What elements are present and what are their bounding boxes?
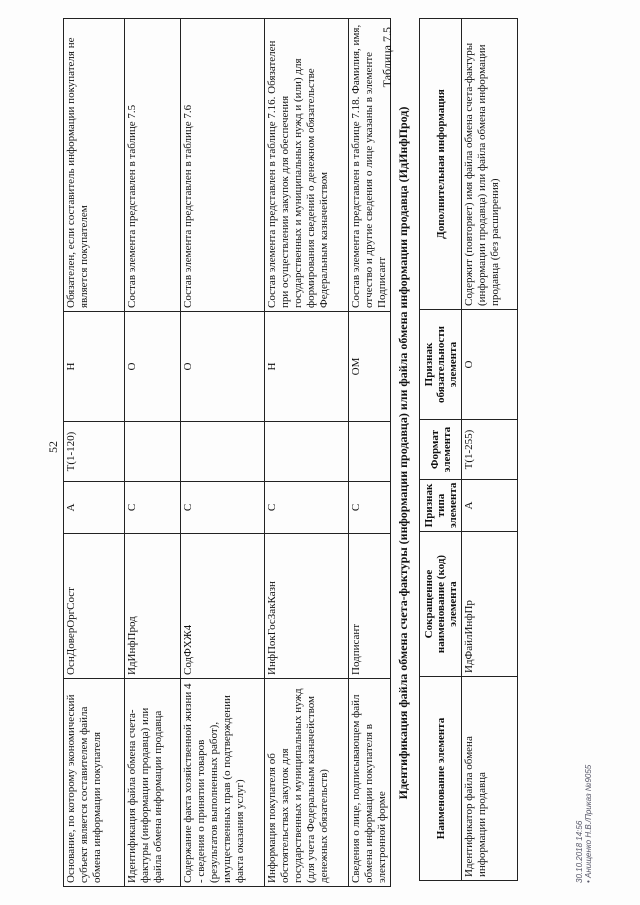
- table-row: [462, 19, 518, 881]
- cell-format: [349, 422, 391, 482]
- cell-name: Сведения о лице, подписывающем файл обмена информации покупателя в электронной форме: [349, 679, 391, 887]
- cell-code: ИнфПокГосЗакКазн: [265, 534, 349, 679]
- signature-stamp: 30.10.2018 14:56 • Анищенко Н.В./Приказ №9055: [575, 764, 593, 883]
- cell-req: Н: [265, 312, 349, 422]
- cell-name: Информация покупателя об обстоятельствах закупок для государственных и муниципальных нужд (для учета Федеральным казначейством денежных обязательств): [265, 679, 349, 887]
- elements-table-continuation: [63, 18, 391, 887]
- cell-format: [125, 422, 181, 482]
- cell-code: Подписант: [349, 534, 391, 679]
- rotated-content: [46, 19, 606, 887]
- cell-info: Состав элемента представлен в таблице 7.18. Фамилия, имя, отчество и другие сведения о лице указаны в элементе Подписант: [349, 19, 391, 312]
- cell-format: Т(1-120): [64, 422, 125, 482]
- table-row: [181, 19, 265, 887]
- header-row: [420, 19, 462, 881]
- table-row: [64, 19, 125, 887]
- cell-format: [181, 422, 265, 482]
- page-number: 52: [46, 441, 60, 453]
- cell-format: Т(1-255): [462, 420, 518, 480]
- cell-code: СодФХЖ4: [181, 534, 265, 679]
- cell-req: ОМ: [349, 312, 391, 422]
- cell-info: Состав элемента представлен в таблице 7.16. Обязателен при осуществлении закупок для обеспечения государственных и муниципальных нужд и (или) для формирования сведений о денежном обязательстве Федеральным казначейством: [265, 19, 349, 312]
- cell-type: А: [462, 480, 518, 532]
- cell-req: Н: [64, 312, 125, 422]
- cell-req: О: [125, 312, 181, 422]
- table-row: [265, 19, 349, 887]
- header-format: Формат элемента: [420, 420, 462, 480]
- cell-info: Обязателен, если составитель информации покупателя не является покупателем: [64, 19, 125, 312]
- header-code: Сокращенное наименование (код) элемента: [420, 532, 462, 677]
- cell-type: С: [181, 482, 265, 534]
- cell-code: ОснДоверОргСост: [64, 534, 125, 679]
- header-name: Наименование элемента: [420, 677, 462, 881]
- table-title: Идентификация файла обмена счета-фактуры (информации продавца) или файла обмена информации продавца (ИдИнфПрод): [396, 106, 410, 800]
- cell-name: Основание, по которому экономический субъект является составителем файла обмена информации покупателя: [64, 679, 125, 887]
- cell-type: С: [125, 482, 181, 534]
- table-caption: Таблица 7.5: [380, 27, 394, 88]
- cell-code: ИдФайлИнфПр: [462, 532, 518, 677]
- cell-code: ИдИнфПрод: [125, 534, 181, 679]
- cell-type: С: [265, 482, 349, 534]
- table-row: [125, 19, 181, 887]
- cell-type: С: [349, 482, 391, 534]
- cell-name: Идентификация файла обмена счета-фактуры (информации продавца) или файла обмена информации продавца: [125, 679, 181, 887]
- idinfprod-table: [419, 18, 518, 881]
- cell-name: Идентификатор файла обмена информации продавца: [462, 677, 518, 881]
- cell-req: О: [181, 312, 265, 422]
- header-info: Дополнительная информация: [420, 19, 462, 310]
- table-row: [349, 19, 391, 887]
- cell-info: Состав элемента представлен в таблице 7.5: [125, 19, 181, 312]
- cell-format: [265, 422, 349, 482]
- header-type: Признак типа элемента: [420, 480, 462, 532]
- cell-type: А: [64, 482, 125, 534]
- header-req: Признак обязательности элемента: [420, 310, 462, 420]
- cell-name: Содержание факта хозяйственной жизни 4 - сведения о принятии товаров (результатов выполненных работ), имущественных прав (о подтверждении факта оказания услуг): [181, 679, 265, 887]
- cell-req: О: [462, 310, 518, 420]
- cell-info: Содержит (повторяет) имя файла обмена счета-фактуры (информации продавца) или файла обмена информации продавца (без расширения): [462, 19, 518, 310]
- cell-info: Состав элемента представлен в таблице 7.6: [181, 19, 265, 312]
